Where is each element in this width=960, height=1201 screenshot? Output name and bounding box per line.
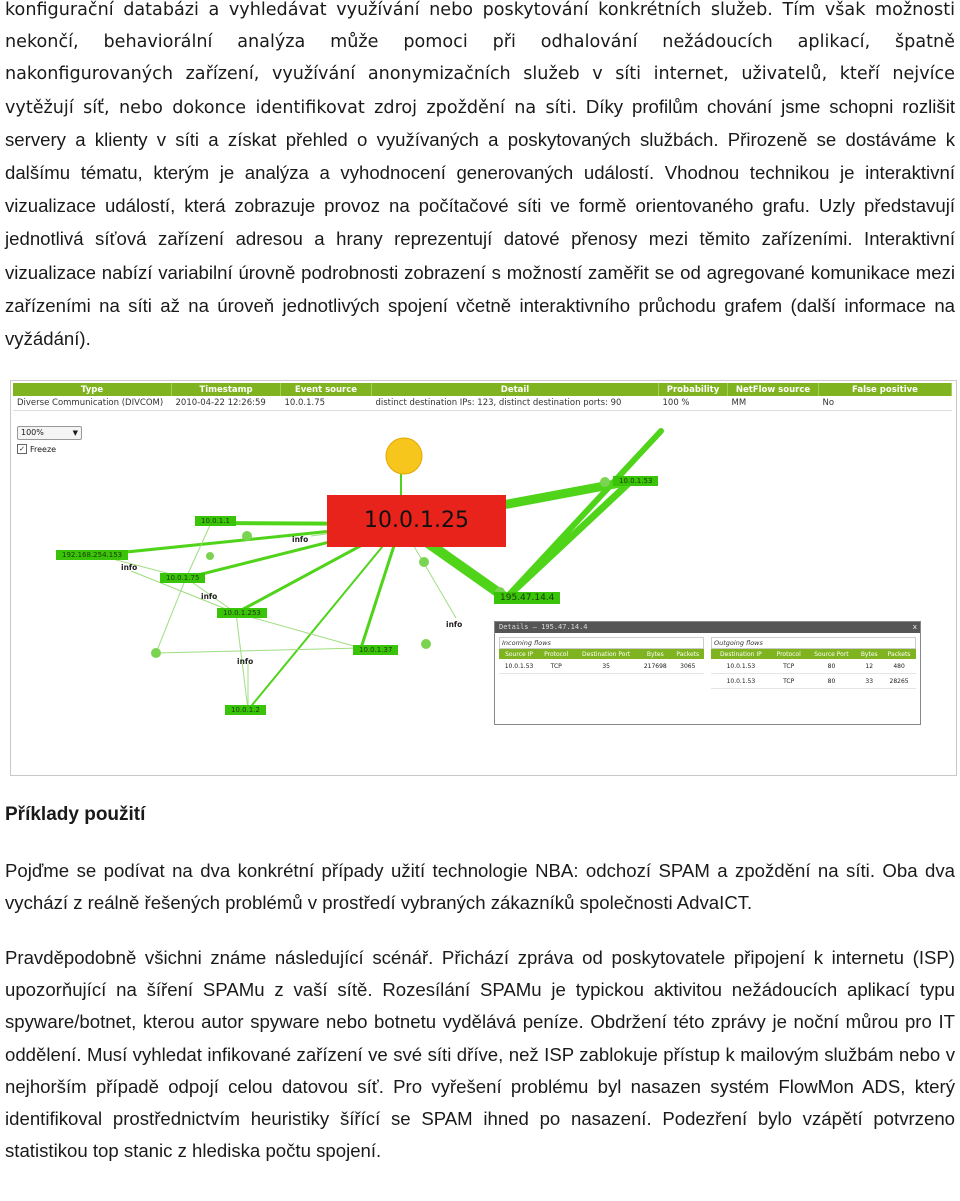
- close-icon[interactable]: x: [912, 623, 917, 631]
- node-10-0-1-253[interactable]: 10.0.1.253: [217, 608, 267, 618]
- cell: 480: [882, 659, 916, 674]
- outgoing-caption: Outgoing flows: [711, 637, 916, 649]
- edge: [156, 648, 361, 653]
- event-node-yellow[interactable]: [386, 438, 422, 474]
- cell-event-source: 10.0.1.75: [281, 396, 372, 411]
- cell: TCP: [771, 659, 807, 674]
- edge: [186, 523, 211, 578]
- intro-text-part1: konfigurační databázi a vyhledávat využívání nebo poskytování konkrétních služeb. Tím však možnosti nekončí, behaviorální analýza může pomoci při odhalování nežádoucích aplikací, špatně nakonfigurovaných zařízení, využívání anonymizačních služeb v síti internet, uživatelů, kteří nejvíce vytěžují síť, nebo dokonce identifikovat zdroj zpoždění na síti.: [5, 0, 955, 118]
- details-title-bar: [495, 622, 920, 633]
- main-node-label[interactable]: 10.0.1.25: [327, 495, 506, 547]
- cell-type: Diverse Communication (DIVCOM): [13, 396, 172, 411]
- node-10-0-1-2[interactable]: 10.0.1.2: [225, 705, 266, 715]
- edge: [236, 613, 361, 648]
- incoming-table: [499, 649, 704, 674]
- col-timestamp[interactable]: Timestamp: [172, 383, 281, 396]
- incoming-col: Destination Port: [573, 649, 639, 659]
- cell: 10.0.1.53: [711, 659, 771, 674]
- intro-paragraph: [5, 0, 955, 356]
- edge: [156, 578, 186, 653]
- cell: 3065: [672, 659, 704, 674]
- cell: 28265: [882, 674, 916, 689]
- graph-node[interactable]: [242, 531, 252, 541]
- cell: 10.0.1.53: [499, 659, 539, 674]
- cell: 35: [573, 659, 639, 674]
- cell: 217698: [639, 659, 672, 674]
- cell-false-positive: No: [819, 396, 952, 411]
- col-event-source[interactable]: Event source: [281, 383, 372, 396]
- incoming-col: Bytes: [639, 649, 672, 659]
- event-visualization-figure: [10, 380, 957, 776]
- outgoing-col: Destination IP: [711, 649, 771, 659]
- cell: TCP: [539, 659, 573, 674]
- graph-node[interactable]: [206, 552, 214, 560]
- section-heading: Příklady použití: [5, 804, 146, 825]
- zoom-value: 100%: [21, 428, 44, 437]
- table-row[interactable]: [711, 659, 916, 674]
- graph-node[interactable]: [421, 639, 431, 649]
- cell: 80: [807, 674, 857, 689]
- info-label[interactable]: info: [201, 592, 218, 601]
- col-type[interactable]: Type: [13, 383, 172, 396]
- info-label[interactable]: info: [121, 563, 138, 572]
- info-label[interactable]: info: [446, 620, 463, 629]
- node-192-168-254-153[interactable]: 192.168.254.153: [56, 550, 128, 560]
- outgoing-col: Bytes: [856, 649, 882, 659]
- info-label[interactable]: info: [292, 535, 309, 544]
- outgoing-flows: [711, 637, 916, 689]
- graph-node[interactable]: [600, 477, 610, 487]
- intro-text-part2: Díky profilům chování jsme schopni rozlišit servery a klienty v síti a získat přehled o využívaných a poskytovaných službách. Přirozeně se dostáváme k dalšímu tématu, kterým je analýza a vyhodnocení generovaných událostí. Vhodnou technikou je interaktivní vizualizace událostí, která zobrazuje provoz na počítačové síti ve formě orientovaného grafu. Uzly představují jednotlivá síťová zařízení adresou a hrany reprezentují datové přenosy mezi těmito zařízeními. Interaktivní vizualizace nabízí variabilní úrovně podrobnosti zobrazení s možností zaměřit se od agregované komunikace mezi zařízeními na síti až na úroveň jednotlivých spojení včetně interaktivního průchodu grafem (další informace na vyžádání).: [5, 95, 955, 350]
- incoming-col: Source IP: [499, 649, 539, 659]
- node-10-0-1-1[interactable]: 10.0.1.1: [195, 516, 236, 526]
- node-10-0-1-53[interactable]: 10.0.1.53: [613, 476, 658, 486]
- graph-node[interactable]: [151, 648, 161, 658]
- details-panel: [494, 621, 921, 725]
- cell-netflow-source: MM: [728, 396, 819, 411]
- incoming-col: Packets: [672, 649, 704, 659]
- table-row[interactable]: [711, 674, 916, 689]
- details-title: Details — 195.47.14.4: [499, 623, 588, 631]
- cell-timestamp: 2010-04-22 12:26:59: [172, 396, 281, 411]
- outgoing-table: [711, 649, 916, 689]
- incoming-flows: [499, 637, 704, 674]
- col-netflow-source[interactable]: NetFlow source: [728, 383, 819, 396]
- table-row[interactable]: [499, 659, 704, 674]
- node-10-0-1-75[interactable]: 10.0.1.75: [160, 573, 205, 583]
- col-probability[interactable]: Probability: [659, 383, 728, 396]
- freeze-label: Freeze: [30, 444, 57, 454]
- cell: 12: [856, 659, 882, 674]
- col-false-positive[interactable]: False positive: [819, 383, 952, 396]
- node-10-0-1-37[interactable]: 10.0.1.37: [353, 645, 398, 655]
- outgoing-col: Protocol: [771, 649, 807, 659]
- incoming-caption: Incoming flows: [499, 637, 704, 649]
- graph-node[interactable]: [419, 557, 429, 567]
- cell: 10.0.1.53: [711, 674, 771, 689]
- chevron-down-icon: ▼: [72, 429, 78, 437]
- paragraph-3: Pravděpodobně všichni známe následující scénář. Přichází zpráva od poskytovatele připojení k internetu (ISP) upozorňující na šíření SPAMu z vaší sítě. Rozesílání SPAMu je typickou aktivitou nežádoucích aplikací typu spyware/botnet, kterou autor spyware nebo botnetu vydělává peníze. Obdržení této zprávy je noční můrou pro IT oddělení. Musí vyhledat infikované zařízení ve své síti dříve, než ISP zablokuje přístup k mailovým službám nebo v nejhorším případě odpojí celou datovou síť. Pro vyřešení problému byl nasazen systém FlowMon ADS, který identifikoval prostřednictvím heuristiky šířící se SPAM ihned po nasazení. Podezření bylo vzápětí potvrzeno statistikou top stanic z hlediska počtu spojení.: [5, 947, 955, 1162]
- edge: [506, 431, 661, 598]
- info-label[interactable]: info: [237, 657, 254, 666]
- outgoing-col: Packets: [882, 649, 916, 659]
- paragraph-2: Pojďme se podívat na dva konkrétní případy užití technologie NBA: odchozí SPAM a zpoždění na síti. Oba dva vychází z reálně řešených problémů v prostředí vybraných zákazníků společnosti AdvaICT.: [5, 860, 955, 914]
- cell-detail: distinct destination IPs: 123, distinct destination ports: 90: [372, 396, 659, 411]
- col-detail[interactable]: Detail: [372, 383, 659, 396]
- outgoing-col: Source Port: [807, 649, 857, 659]
- cell: TCP: [771, 674, 807, 689]
- node-195-47-14-4[interactable]: 195.47.14.4: [494, 592, 560, 604]
- cell: 33: [856, 674, 882, 689]
- cell-probability: 100 %: [659, 396, 728, 411]
- freeze-checkbox[interactable]: ✓: [17, 444, 27, 454]
- edge: [248, 524, 401, 710]
- cell: 80: [807, 659, 857, 674]
- incoming-col: Protocol: [539, 649, 573, 659]
